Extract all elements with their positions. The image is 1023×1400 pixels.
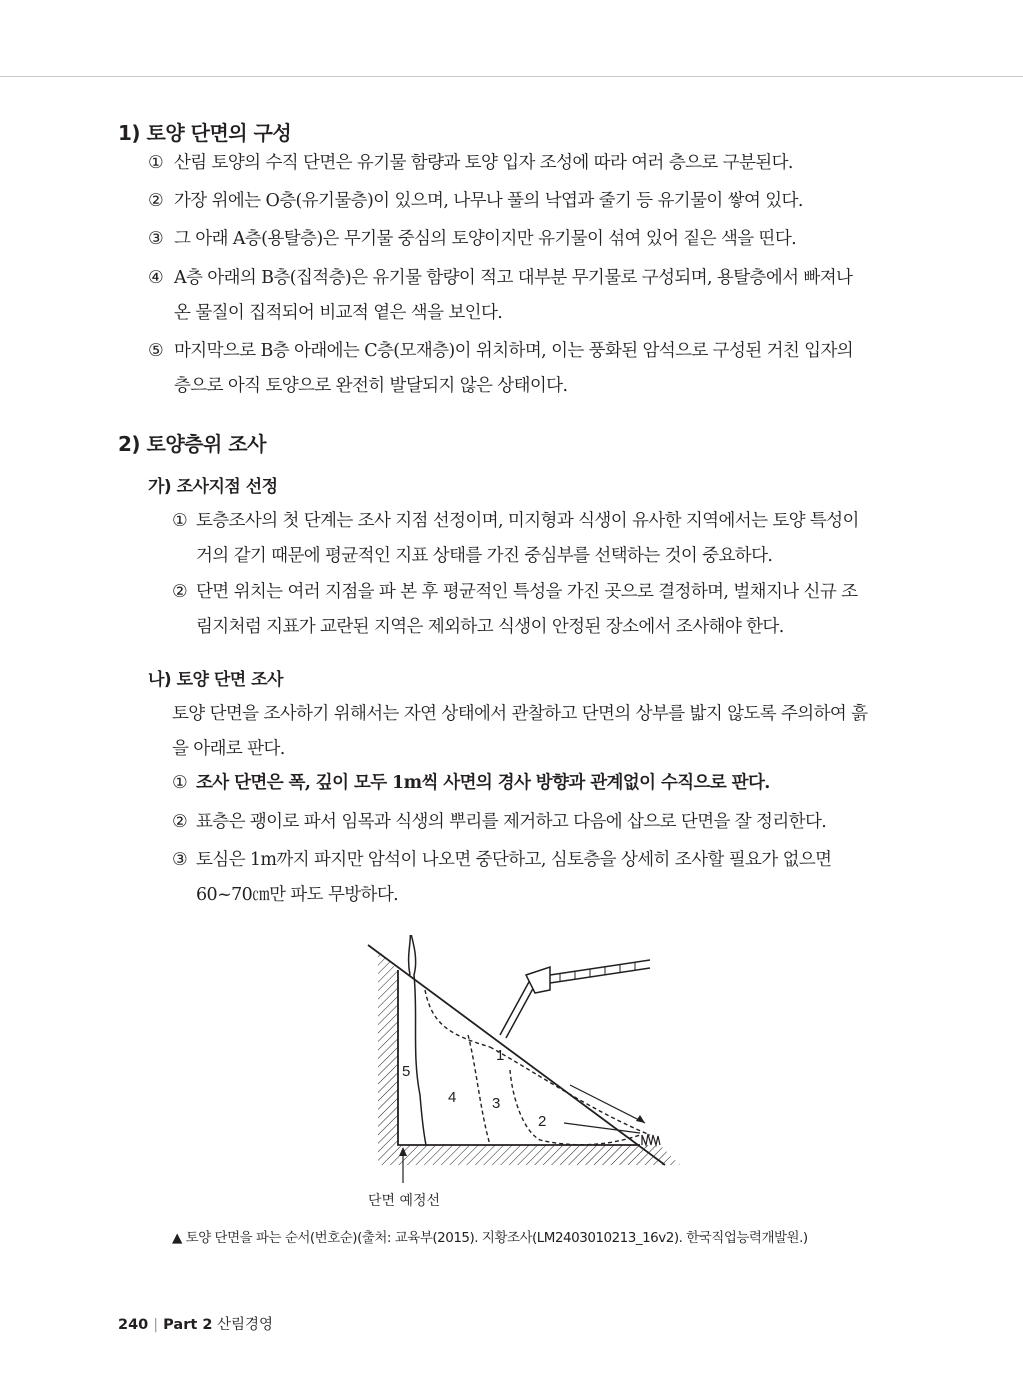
item-number: ③ — [172, 850, 188, 870]
list-item — [172, 805, 868, 840]
pit-wall-hatch — [378, 950, 398, 1145]
subsection-a-title: 가) 조사지점 선정 — [148, 477, 278, 497]
label-4: 4 — [448, 1089, 457, 1106]
page-footer — [118, 1313, 273, 1334]
intro-paragraph: 토양 단면을 조사하기 위해서는 자연 상태에서 관찰하고 단면의 상부를 밟지 않도록 주의하여 흙을 아래로 판다. — [172, 704, 868, 759]
list-item — [148, 222, 868, 257]
item-text: 표층은 괭이로 파서 임목과 식생의 뿌리를 제거하고 다음에 삽으로 단면을 잘 정리한다. — [196, 812, 827, 832]
item-text: 토층조사의 첫 단계는 조사 지점 선정이며, 미지형과 식생이 유사한 지역에서는 토양 특성이 거의 같기 때문에 평균적인 지표 상태를 가진 중심부를 선택하는 것이 중요하다. — [196, 511, 859, 566]
item-number: ② — [172, 582, 188, 602]
item-number: ① — [172, 773, 188, 793]
item-number: ② — [148, 191, 164, 211]
item-number: ① — [172, 511, 188, 531]
item-text: 그 아래 A층(용탈층)은 무기물 중심의 토양이지만 유기물이 섞여 있어 짙은 색을 띤다. — [174, 229, 797, 249]
section-2-title: 2) 토양층위 조사 — [118, 432, 266, 456]
tree-trunk — [409, 935, 426, 1145]
soil-profile-figure — [340, 935, 680, 1210]
chapter-label: 산림경영 — [217, 1317, 274, 1333]
list-item — [172, 575, 868, 645]
figure-caption: ▲ 토양 단면을 파는 순서(번호순)(출처: 교육부(2015). 지황조사(LM2403010213_16v2). 한국직업능력개발원.) — [172, 1230, 808, 1246]
section-1-title: 1) 토양 단면의 구성 — [118, 121, 292, 145]
soil-profile-diagram — [340, 935, 680, 1210]
label-5: 5 — [402, 1063, 411, 1080]
grass-tuft — [642, 1134, 660, 1145]
subsection-b-title: 나) 토양 단면 조사 — [148, 670, 283, 690]
item-number: ① — [148, 153, 164, 173]
arrow-head — [636, 1115, 645, 1123]
shovel-icon — [500, 960, 650, 1038]
slope-line — [368, 945, 665, 1165]
part-label: Part 2 — [163, 1317, 213, 1333]
list-item — [148, 184, 868, 219]
boundary-4 — [425, 990, 490, 1047]
item-text: A층 아래의 B층(집적층)은 유기물 함량이 적고 대부분 무기물로 구성되며, 용탈층에서 빠져나온 물질이 집적되어 비교적 옅은 색을 보인다. — [174, 268, 853, 323]
boundary-2 — [510, 1070, 640, 1145]
label-3: 3 — [492, 1095, 501, 1112]
item-number: ③ — [148, 229, 164, 249]
item-text: 산림 토양의 수직 단면은 유기물 함량과 토양 입자 조성에 따라 여러 층으로 구분된다. — [174, 153, 793, 173]
header-rule — [0, 76, 1023, 77]
list-item — [148, 334, 868, 404]
list-item — [172, 504, 868, 574]
item-text: 가장 위에는 O층(유기물층)이 있으며, 나무나 풀의 낙엽과 줄기 등 유기물이 쌓여 있다. — [174, 191, 803, 211]
item-text: 마지막으로 B층 아래에는 C층(모재층)이 위치하며, 이는 풍화된 암석으로 구성된 거친 입자의 층으로 아직 토양으로 완전히 발달되지 않은 상태이다. — [174, 341, 854, 396]
list-item — [148, 261, 868, 331]
item-number: ⑤ — [148, 341, 164, 361]
arrow-line — [564, 1123, 640, 1133]
page-number: 240 — [118, 1317, 149, 1333]
footer-separator: | — [153, 1317, 159, 1333]
label-1: 1 — [496, 1047, 505, 1064]
item-text: 토심은 1m까지 파지만 암석이 나오면 중단하고, 심토층을 상세히 조사할 필요가 없으면 60~70㎝만 파도 무방하다. — [196, 850, 832, 905]
item-number: ② — [172, 812, 188, 832]
boundary-3 — [468, 1035, 490, 1145]
boundary-1 — [490, 1047, 650, 1135]
item-text: 조사 단면은 폭, 깊이 모두 1m씩 사면의 경사 방향과 관계없이 수직으로 판다. — [196, 773, 770, 793]
item-number: ④ — [148, 268, 164, 288]
annotation-label: 단면 예정선 — [368, 1193, 441, 1209]
list-item — [172, 843, 868, 913]
label-2: 2 — [538, 1113, 547, 1130]
list-item — [172, 766, 868, 801]
pit-floor-hatch — [378, 1145, 680, 1165]
item-text: 단면 위치는 여러 지점을 파 본 후 평균적인 특성을 가진 곳으로 결정하며, 벌채지나 신규 조림지처럼 지표가 교란된 지역은 제외하고 식생이 안정된 장소에서 조사해야 한다. — [196, 582, 858, 637]
list-item — [148, 146, 868, 181]
